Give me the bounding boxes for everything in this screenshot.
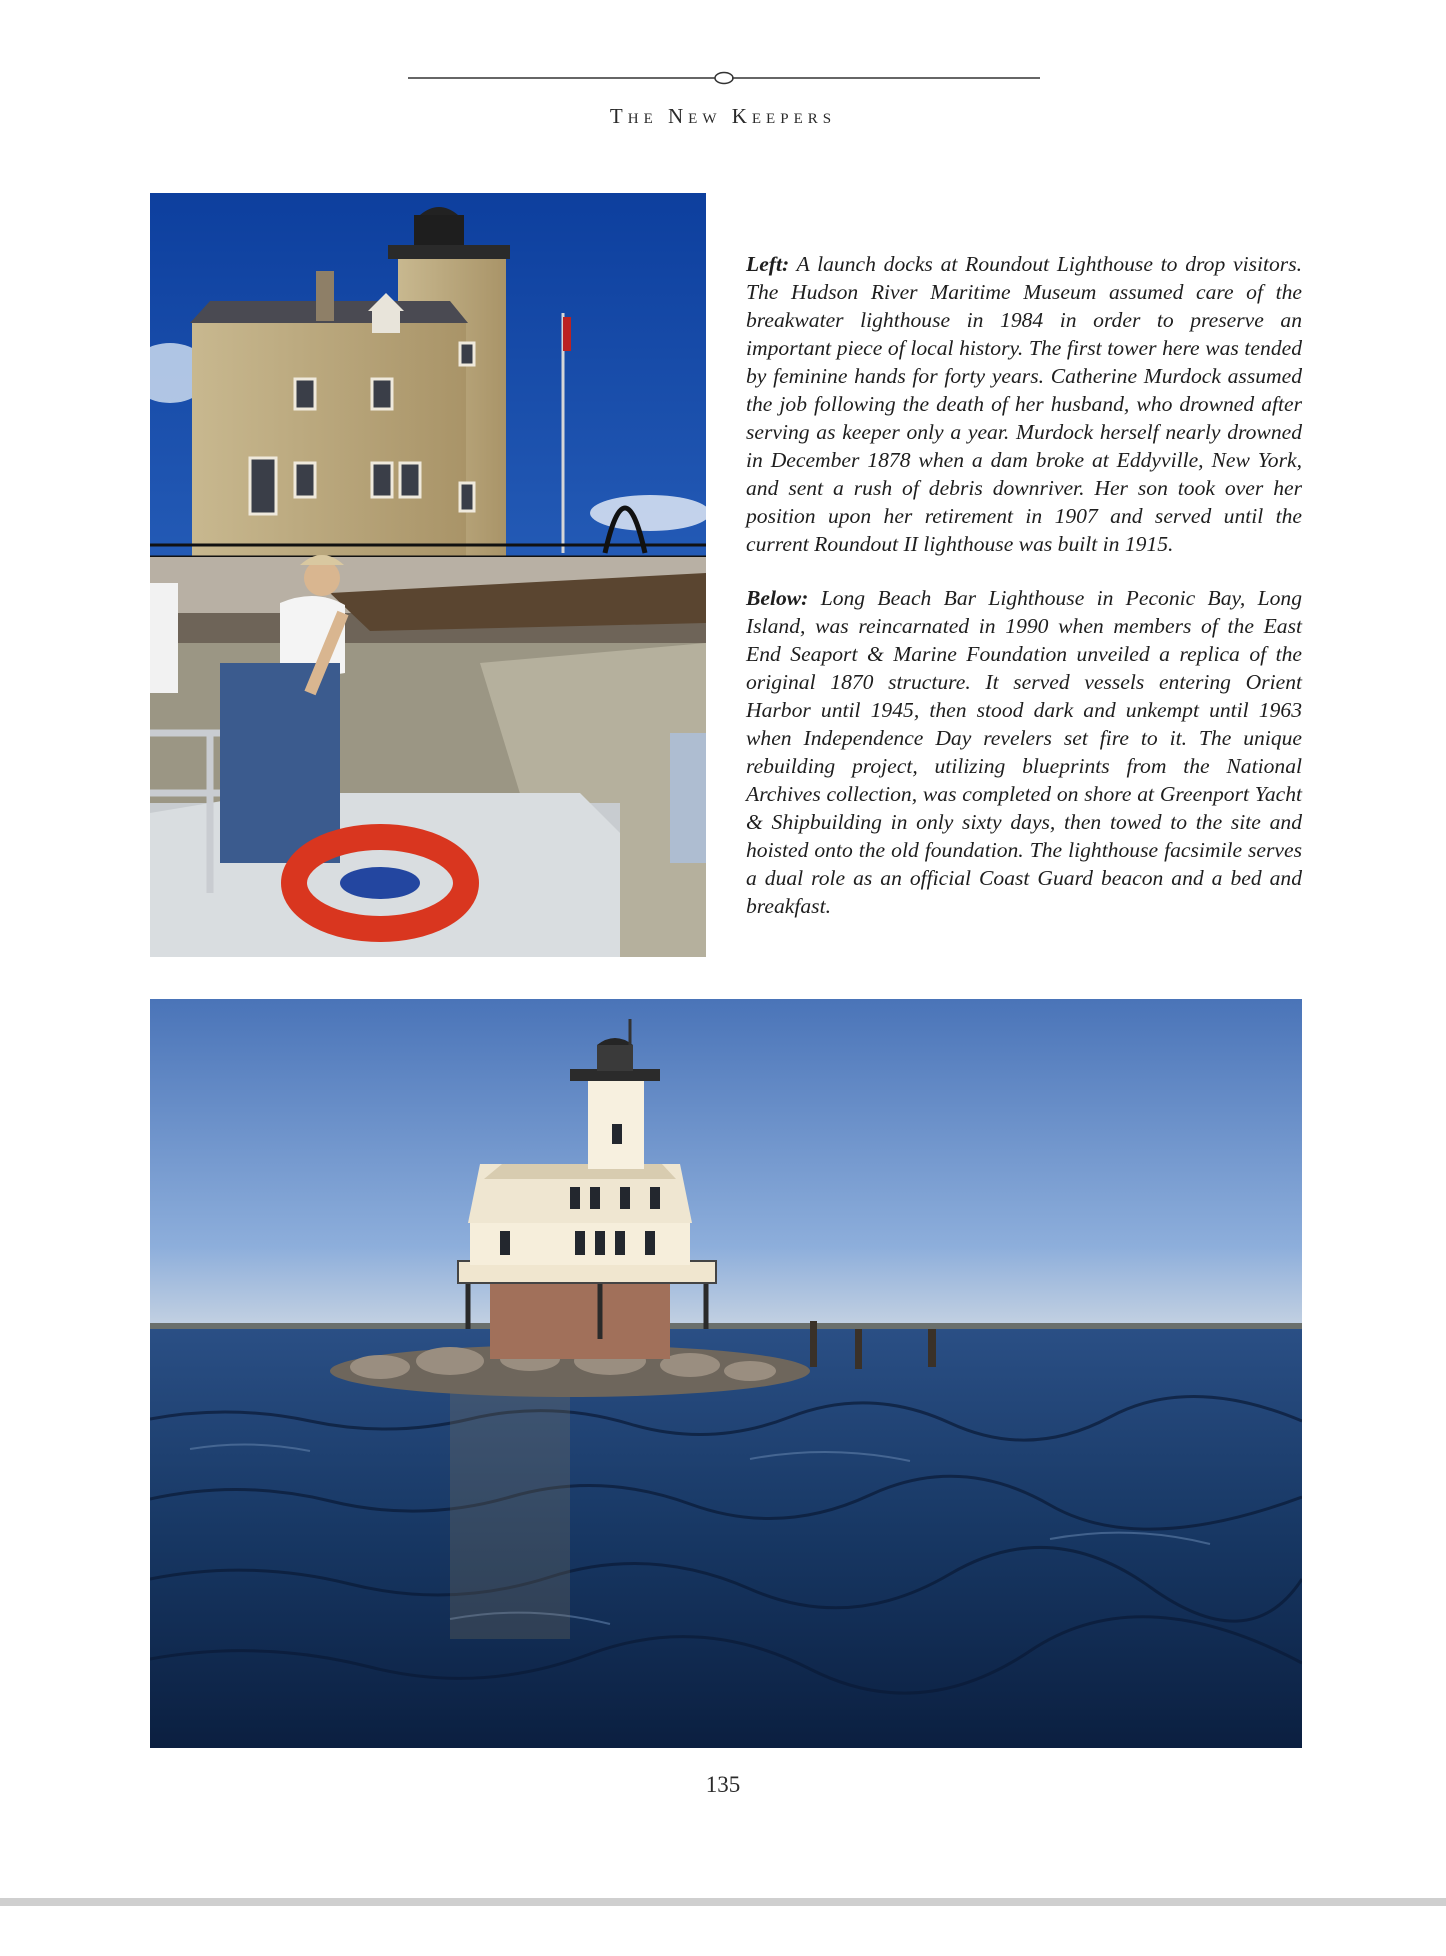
- page-number: 135: [705, 1772, 741, 1797]
- caption-left-lead: Left:: [746, 252, 790, 276]
- caption-below-text: Long Beach Bar Lighthouse in Peconic Bay, Long Island, was reincarnated in 1990 when members of the East End Seaport & Marine Foundation unveiled a replica of the original 1870 structure. It served vessels entering Orient Harbor until 1945, then stood dark and unkempt until 1963 when Independence Day revelers set fire to it. The unique rebuilding project, utilizing blueprints from the National Archives collection, was completed on shore at Greenport Yacht & Shipbuilding in only sixty days, then towed to the site and hoisted onto the old foundation. The lighthouse facsimile serves a dual role as an official Coast Guard beacon and a bed and breakfast.: [746, 586, 1302, 918]
- header-ornament-rule: [408, 64, 1040, 96]
- caption-below: [746, 584, 1302, 920]
- caption-below-lead: Below:: [746, 586, 809, 610]
- caption-column: [746, 250, 1302, 920]
- page-bottom-bar: [0, 1898, 1446, 1906]
- roundout-lighthouse-photo: [150, 193, 706, 957]
- long-beach-bar-lighthouse-photo: [150, 999, 1302, 1748]
- caption-left: [746, 250, 1302, 558]
- running-head: The New Keepers: [609, 104, 837, 128]
- caption-left-text: A launch docks at Roundout Lighthouse to drop visitors. The Hudson River Maritime Museum assumed care of the breakwater lighthouse in 1984 in order to preserve an important piece of local history. The first tower here was tended by feminine hands for forty years. Catherine Murdock assumed the job following the death of her husband, who drowned after serving as keeper only a year. Murdock herself nearly drowned in December 1878 when a dam broke at Eddyville, New York, and sent a rush of debris downriver. Her son took over her position upon her retirement in 1907 and served until the current Roundout II lighthouse was built in 1915.: [746, 252, 1302, 556]
